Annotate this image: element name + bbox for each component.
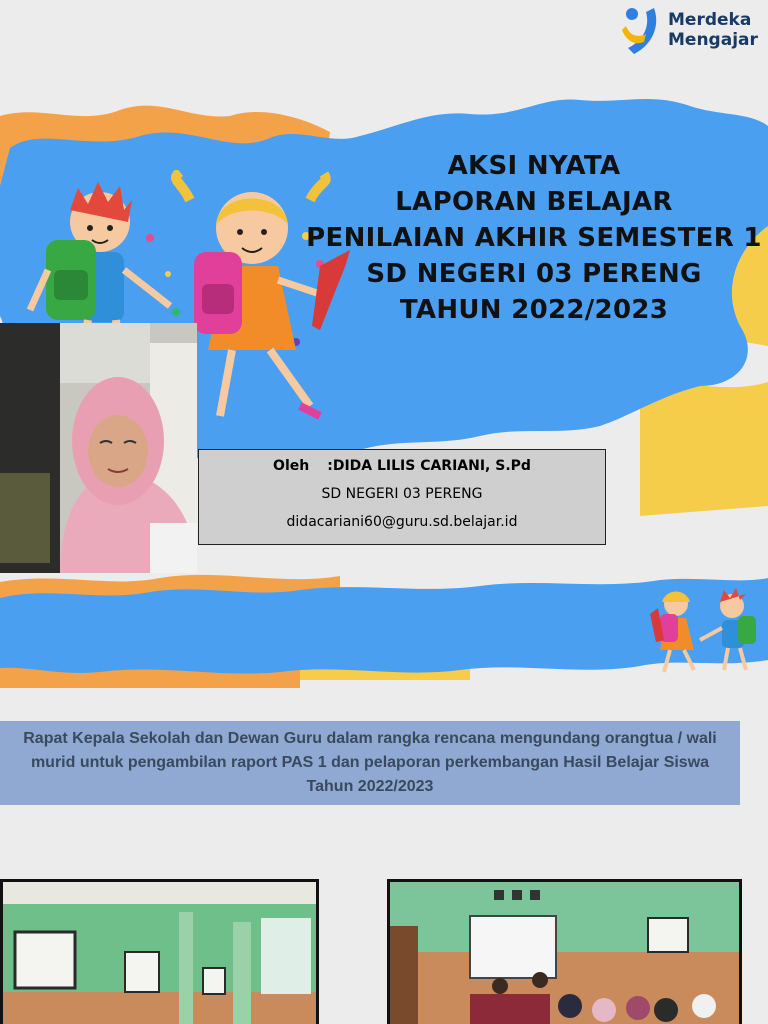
- logo-wordmark: [668, 10, 758, 50]
- title-line-1: AKSI NYATA: [447, 151, 621, 181]
- teacher-photo: [0, 323, 197, 573]
- classroom-photo-2: [387, 879, 742, 1024]
- title-line-2: LAPORAN BELAJAR: [395, 187, 673, 217]
- author-email: didacariani60@guru.sd.belajar.id: [286, 514, 518, 530]
- classroom-image: [3, 882, 316, 1024]
- author-line: [199, 458, 605, 474]
- logo-line-2: Mengajar: [668, 30, 758, 50]
- meeting-room-image: [390, 882, 739, 1024]
- small-cartoon-children-icon: [640, 584, 764, 674]
- teacher-portrait-image: [0, 323, 197, 573]
- author-info-box: [198, 449, 606, 545]
- logo-line-1: Merdeka: [668, 10, 752, 30]
- title-line-5: TAHUN 2022/2023: [399, 295, 669, 325]
- author-prefix: Oleh: [273, 458, 310, 474]
- author-school: SD NEGERI 03 PERENG: [321, 486, 483, 502]
- merdeka-mengajar-logo-icon: [620, 4, 664, 58]
- merdeka-mengajar-logo: [620, 4, 765, 58]
- title-line-4: SD NEGERI 03 PERENG: [366, 259, 702, 289]
- yellow-paint-splash: [640, 382, 768, 516]
- classroom-photo-1: [0, 879, 319, 1024]
- title-line-3: PENILAIAN AKHIR SEMESTER 1: [306, 223, 762, 253]
- meeting-caption: Rapat Kepala Sekolah dan Dewan Guru dalam rangka rencana mengundang orangtua / wali murid untuk pengambilan raport PAS 1 dan pelaporan perkembangan Hasil Belajar Siswa Tahun 2022/2023: [0, 721, 740, 805]
- author-name: :DIDA LILIS CARIANI, S.Pd: [327, 458, 531, 474]
- page-title: [300, 148, 768, 328]
